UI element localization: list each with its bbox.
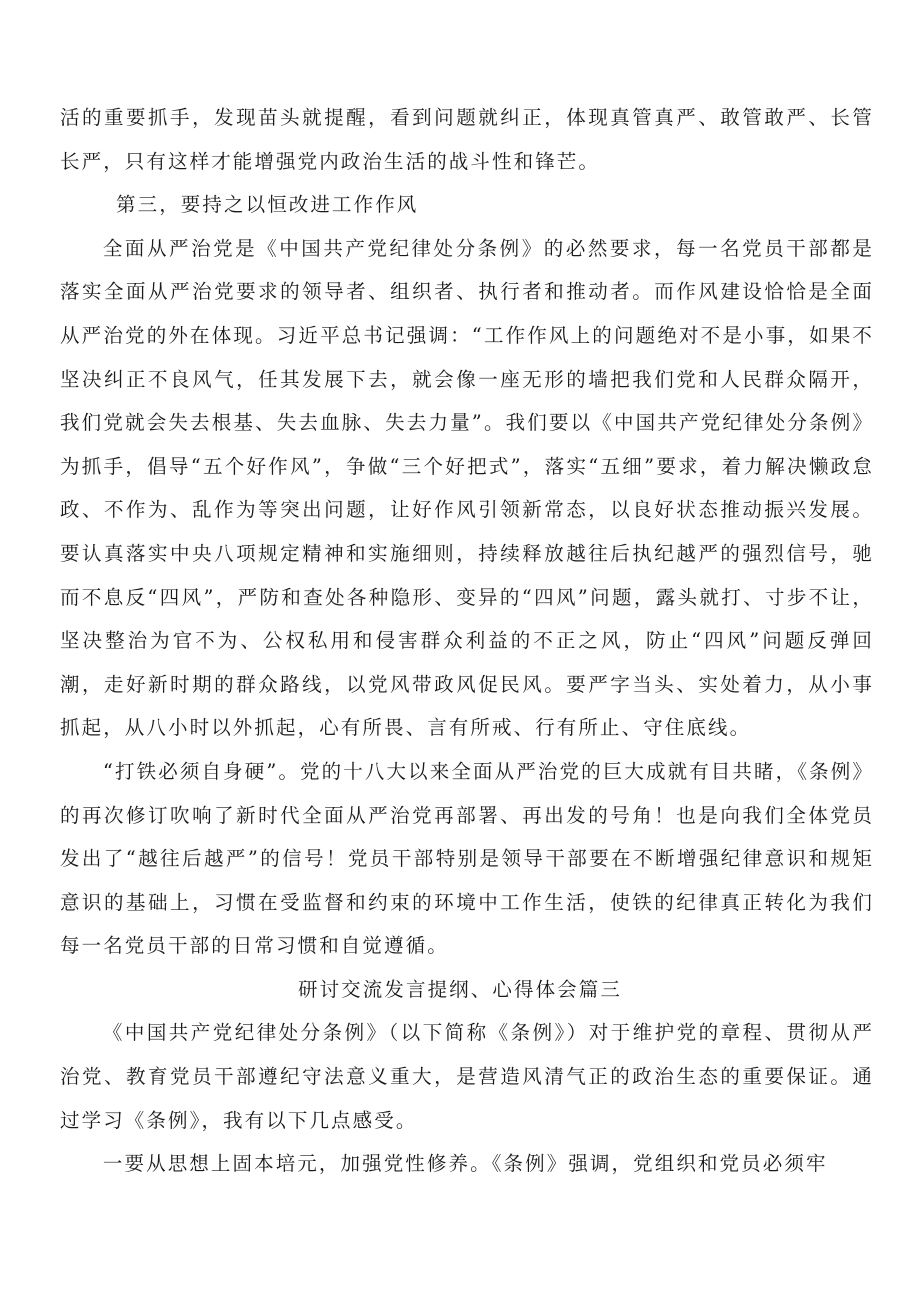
paragraph-first-point: 一要从思想上固本培元，加强党性修养。《条例》强调，党组织和党员必须牢 <box>102 1152 828 1176</box>
paragraph-work-style: 全面从严治党是《中国共产党纪律处分条例》的必然要求，每一名党员干部都是落实全面从严治党要求的领导者、组织者、执行者和推动者。而作风建设恰恰是全面从严治党的外在体现。习近平总书记强调：“工作作风上的问题绝对不是小事，如果不坚决纠正不良风气，任其发展下去，就会像一座无形的墙把我们党和人民群众隔开，我们党就会失去根基、失去血脉、失去力量”。我们要以《中国共产党纪律处分条例》为抓手，倡导“五个好作风”，争做“三个好把式”，落实“五细”要求，着力解决懒政怠政、不作为、乱作为等突出问题，让好作风引领新常态，以良好状态推动振兴发展。要认真落实中央八项规定精神和实施细则，持续释放越往后执纪越严的强烈信号，驰而不息反“四风”，严防和查处各种隐形、变异的“四风”问题，露头就打、寸步不让，坚决整治为官不为、公权私用和侵害群众利益的不正之风，防止“四风”问题反弹回潮，走好新时期的群众路线，以党风带政风促民风。要严字当头、实处着力，从小事抓起，从八小时以外抓起，心有所畏、言有所戒、行有所止、守住底线。 <box>60 236 874 740</box>
subheading-third-point: 第三，要持之以恒改进工作作风 <box>116 193 419 217</box>
paragraph-regulation-intro: 《中国共产党纪律处分条例》（以下简称《条例》）对于维护党的章程、贯彻从严治党、教育党员干部遵纪守法意义重大，是营造风清气正的政治生态的重要保证。通过学习《条例》，我有以下几点感受。 <box>60 1021 874 1132</box>
section-title: 研讨交流发言提纲、心得体会篇三 <box>297 977 622 1001</box>
paragraph-continuation: 活的重要抓手，发现苗头就提醒，看到问题就纠正，体现真管真严、敢管敢严、长管长严，只有这样才能增强党内政治生活的战斗性和锋芒。 <box>60 106 874 173</box>
paragraph-iron-discipline: “打铁必须自身硬”。党的十八大以来全面从严治党的巨大成就有目共睹，《条例》的再次修订吹响了新时代全面从严治党再部署、再出发的号角！也是向我们全体党员发出了“越往后越严”的信号！党员干部特别是领导干部要在不断增强纪律意识和规矩意识的基础上，习惯在受监督和约束的环境中工作生活，使铁的纪律真正转化为我们每一名党员干部的日常习惯和自觉遵循。 <box>60 759 874 958</box>
